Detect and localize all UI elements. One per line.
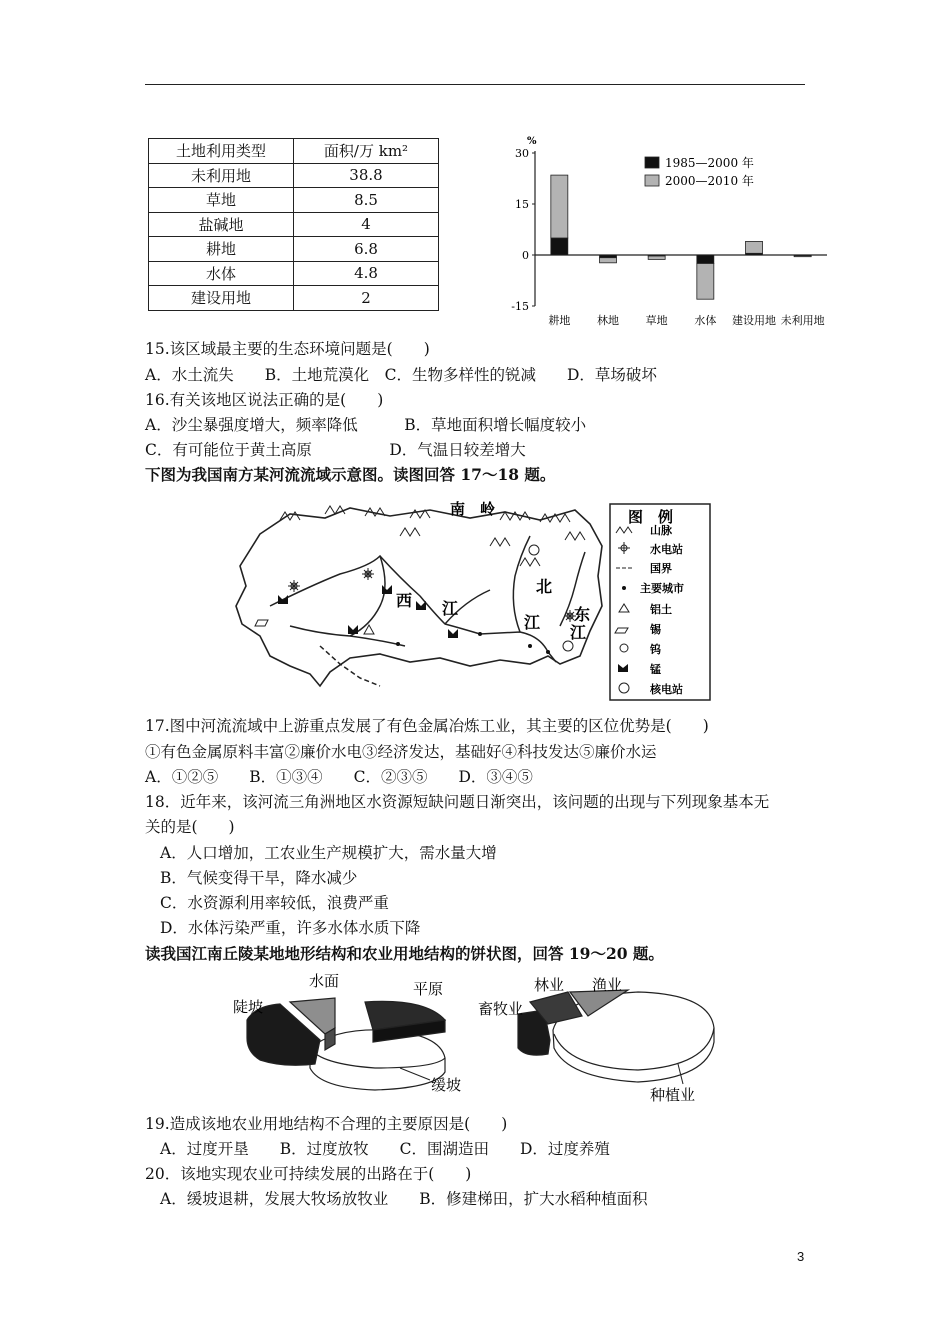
q18-option-b: B．气候变得干旱，降水减少: [160, 869, 358, 887]
bar-0-3: [697, 255, 714, 264]
q17-choices: ①有色金属原料丰富②廉价水电③经济发达，基础好④科技发达⑤廉价水运: [145, 743, 657, 761]
x-tick-label: 建设用地: [732, 314, 776, 327]
q19-options: A．过度开垦 B．过度放牧 C．围湖造田 D．过度养殖: [160, 1140, 610, 1158]
bar-1-2: [648, 256, 665, 259]
nuclear-marker: [529, 545, 539, 555]
bar-0-1: [600, 255, 617, 258]
map-river-label-bei: 北: [536, 577, 553, 596]
table-cell: 38.8: [294, 163, 439, 188]
bar-1-0: [551, 175, 568, 238]
legend-label-0: 1985—2000 年: [665, 156, 754, 170]
q16-options-1: A．沙尘暴强度增大，频率降低 B．草地面积增长幅度较小: [145, 416, 587, 434]
q18-stem-1: 18．近年来，该河流三角洲地区水资源短缺问题日渐突出，该问题的出现与下列现象基本无: [145, 793, 770, 811]
q18-option-c: C．水资源利用率较低，浪费严重: [160, 894, 389, 912]
legend-item-hydropower: 水电站: [650, 543, 683, 556]
legend-item-nuclear: 核电站: [650, 683, 683, 696]
label-fishery: 渔业: [592, 976, 623, 994]
legend-title: 图 例: [628, 508, 674, 526]
intro-17-18: 下图为我国南方某河流流域示意图。读图回答 17～18 题。: [145, 465, 556, 484]
x-tick-label: 水体: [694, 314, 717, 327]
table-cell: 盐碱地: [149, 212, 294, 237]
river-basin-map: [230, 496, 715, 706]
q16-options-2: C．有可能位于黄土高原 D．气温日较差增大: [145, 441, 526, 459]
mountain-symbols: [280, 506, 585, 566]
legend-item-city: 主要城市: [640, 582, 684, 595]
map-river-label-dong: 东: [574, 605, 591, 624]
table-row: [149, 212, 439, 237]
legend-swatch-0: [645, 157, 659, 168]
table-cell: 2: [294, 286, 439, 311]
land-use-table: [148, 138, 439, 311]
map-legend: [610, 504, 710, 700]
label-water: 水面: [309, 972, 340, 990]
pie-slice-planting: [553, 992, 714, 1082]
table-row: [149, 188, 439, 213]
map-river-label-jiang-1: 江: [442, 599, 459, 618]
agriculture-pie-chart: [478, 968, 738, 1108]
national-border: [320, 646, 380, 686]
q17-options: A．①②⑤ B．①③④ C．②③⑤ D．③④⑤: [145, 768, 533, 786]
y-tick-label: 30: [515, 147, 529, 160]
table-row: [149, 286, 439, 311]
table-cell: 8.5: [294, 188, 439, 213]
table-cell: 6.8: [294, 237, 439, 262]
table-row: [149, 237, 439, 262]
x-tick-label: 林地: [597, 314, 619, 327]
table-row: [149, 261, 439, 286]
legend-label-1: 2000—2010 年: [665, 174, 754, 188]
q16-stem: 16.有关该地区说法正确的是( ): [145, 391, 384, 409]
legend-item-tungsten: 钨: [650, 643, 661, 656]
table-header-row: [149, 139, 439, 164]
legend-item-manganese: 锰: [650, 663, 661, 676]
legend-item-mountain: 山脉: [650, 524, 672, 537]
legend-swatch-1: [645, 175, 659, 186]
q18-stem-2: 关的是( ): [145, 818, 235, 836]
x-tick-label: 未利用地: [780, 314, 825, 327]
map-river-label-jiang-2: 江: [524, 613, 541, 632]
table-cell: 未利用地: [149, 163, 294, 188]
bar-0-0: [551, 238, 568, 255]
y-tick-label: -15: [511, 300, 529, 313]
header-rule: [145, 84, 805, 85]
q17-stem: 17.图中河流流域中上游重点发展了有色金属冶炼工业，其主要的区位优势是( ): [145, 717, 709, 735]
bar-1-5: [794, 256, 811, 257]
tin-marker: [255, 620, 268, 626]
land-change-bar-chart: [505, 128, 830, 333]
x-tick-label: 草地: [645, 314, 668, 327]
y-tick-label: 0: [522, 249, 529, 262]
q18-option-a: A．人口增加，工农业生产规模扩大，需水量大增: [160, 844, 497, 862]
q15-stem: 15.该区域最主要的生态环境问题是( ): [145, 340, 430, 358]
legend-item-border: 国界: [650, 562, 672, 575]
table-cell: 耕地: [149, 237, 294, 262]
map-mountain-label: 南 岭: [450, 500, 496, 518]
table-header-cell: 面积/万 km²: [294, 139, 439, 164]
bar-1-4: [746, 241, 763, 253]
page-number: 3: [797, 1249, 805, 1264]
label-steep-slope: 陡坡: [233, 998, 264, 1016]
y-axis-unit: %: [527, 136, 537, 147]
legend-item-tin: 锡: [650, 623, 661, 636]
table-cell: 草地: [149, 188, 294, 213]
intro-19-20: 读我国江南丘陵某地地形结构和农业用地结构的饼状图，回答 19～20 题。: [145, 944, 664, 963]
bar-1-1: [600, 258, 617, 263]
label-forestry: 林业: [534, 976, 565, 994]
x-tick-label: 耕地: [548, 314, 571, 327]
legend-item-bauxite: 铝土: [650, 603, 672, 616]
table-cell: 水体: [149, 261, 294, 286]
q20-stem: 20．该地实现农业可持续发展的出路在于( ): [145, 1165, 472, 1183]
city-markers: [396, 632, 550, 654]
map-river-label-jiang-3: 江: [570, 623, 587, 642]
q18-option-d: D．水体污染严重，许多水体水质下降: [160, 919, 421, 937]
label-planting: 种植业: [650, 1086, 696, 1104]
bar-1-3: [697, 264, 714, 300]
q15-options: A．水土流失 B．土地荒漠化 C．生物多样性的锐减 D．草场破坏: [145, 366, 657, 384]
q19-stem: 19.造成该地农业用地结构不合理的主要原因是( ): [145, 1115, 508, 1133]
terrain-pie-chart: [225, 968, 475, 1098]
table-cell: 4.8: [294, 261, 439, 286]
table-header-cell: 土地利用类型: [149, 139, 294, 164]
map-river-label-xi: 西: [396, 591, 413, 610]
y-tick-label: 15: [515, 198, 529, 211]
table-cell: 建设用地: [149, 286, 294, 311]
label-plain: 平原: [413, 980, 444, 998]
label-animal-husbandry: 畜牧业: [478, 1000, 524, 1018]
label-slow-slope: 缓坡: [431, 1076, 462, 1094]
table-cell: 4: [294, 212, 439, 237]
tungsten-marker: [563, 641, 573, 651]
table-row: [149, 163, 439, 188]
q20-options: A．缓坡退耕，发展大牧场放牧业 B．修建梯田，扩大水稻种植面积: [160, 1190, 648, 1208]
river-network: [270, 536, 585, 662]
